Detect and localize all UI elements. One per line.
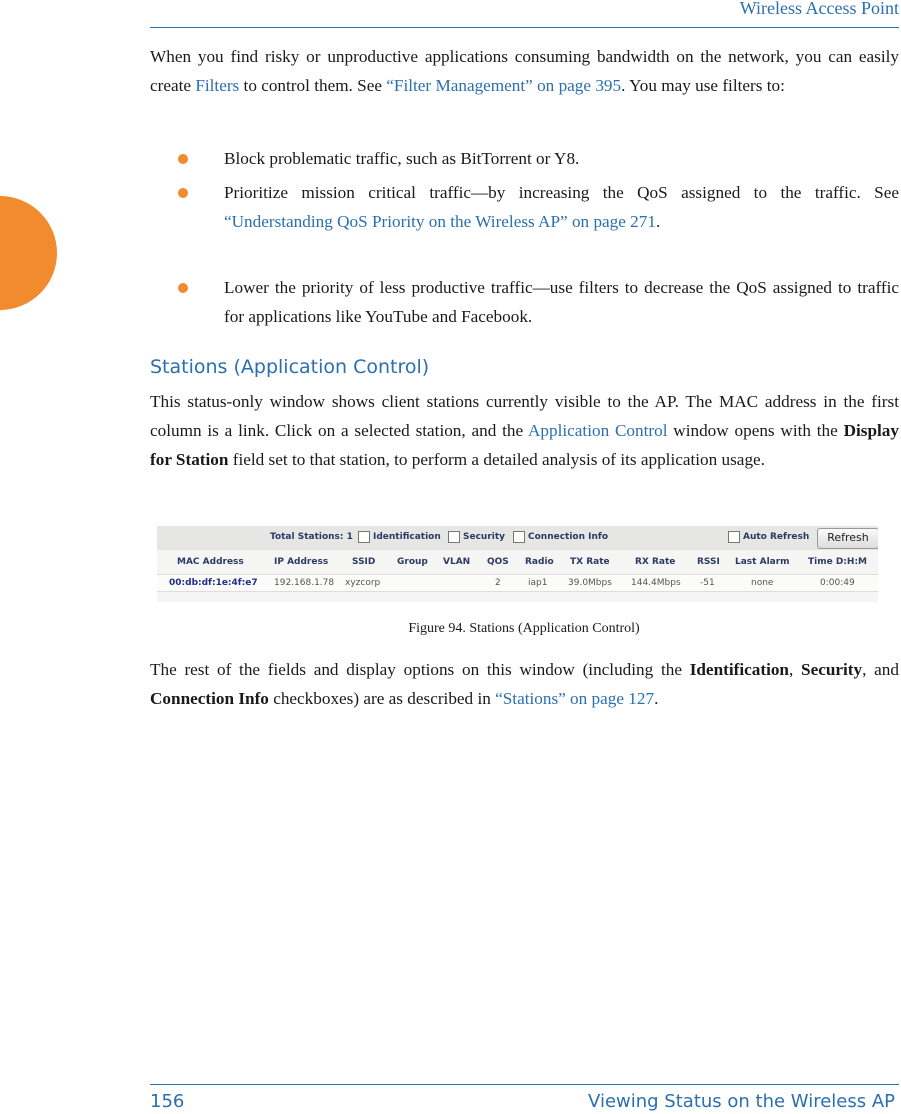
application-control-link[interactable]: Application Control	[528, 421, 668, 440]
bullet-icon	[178, 283, 188, 293]
section-paragraph	[150, 387, 899, 474]
footer-rule	[150, 1084, 899, 1085]
identification-term: Identification	[689, 660, 789, 679]
bullet-icon	[178, 188, 188, 198]
col-ssid[interactable]: SSID	[352, 557, 376, 567]
filters-link[interactable]: Filters	[195, 76, 240, 95]
stations-figure	[157, 526, 878, 602]
section-text-1: This status-only window shows client stations currently visible to the AP. The MAC address in the first column is a link. Click on a selected station, and the	[150, 392, 899, 440]
cell-ssid: xyzcorp	[345, 578, 381, 588]
col-mac-address[interactable]: MAC Address	[177, 557, 244, 567]
cell-last-alarm: none	[751, 578, 774, 588]
cell-time: 0:00:49	[820, 578, 855, 588]
cell-rx-rate: 144.4Mbps	[631, 578, 681, 588]
bullet-text	[224, 178, 899, 236]
bullet-text: Block problematic traffic, such as BitTorrent or Y8.	[224, 149, 580, 168]
closing-text-1: The rest of the fields and display options on this window (including the	[150, 660, 690, 679]
chapter-tab-marker	[0, 196, 57, 310]
col-qos[interactable]: QOS	[487, 557, 509, 567]
col-tx-rate[interactable]: TX Rate	[570, 557, 610, 567]
intro-text-1: When you find risky or unproductive applications consuming bandwidth on the network, you can easily create	[150, 47, 899, 95]
filter-management-link[interactable]: “Filter Management” on page 395	[386, 76, 622, 95]
table-row	[157, 574, 878, 592]
bullet-text-part: .	[655, 212, 661, 231]
section-text-3: field set to that station, to perform a detailed analysis of its application usage.	[228, 450, 765, 469]
connection-info-label: Connection Info	[528, 532, 609, 542]
table-header	[157, 554, 878, 570]
qos-priority-link[interactable]: “Understanding QoS Priority on the Wireless AP” on page 271	[224, 212, 656, 231]
col-group[interactable]: Group	[397, 557, 428, 567]
connection-info-checkbox[interactable]	[513, 531, 525, 543]
col-rx-rate[interactable]: RX Rate	[635, 557, 676, 567]
col-last-alarm[interactable]: Last Alarm	[735, 557, 790, 567]
running-header: Wireless Access Point	[739, 0, 899, 18]
section-text-2: window opens with the	[667, 421, 844, 440]
cell-rssi: -51	[700, 578, 715, 588]
cell-tx-rate: 39.0Mbps	[568, 578, 612, 588]
header-rule	[150, 27, 899, 28]
closing-text-5: .	[654, 689, 659, 708]
closing-paragraph	[150, 655, 899, 713]
bullet-text: Lower the priority of less productive traffic—use filters to decrease the QoS assigned to traffic for applications like YouTube and Facebook.	[224, 278, 899, 326]
running-footer: Viewing Status on the Wireless AP	[588, 1091, 895, 1112]
cell-qos: 2	[495, 578, 501, 588]
figure-caption: Figure 94. Stations (Application Control)	[408, 621, 640, 636]
closing-text-3: , and	[862, 660, 899, 679]
identification-label: Identification	[373, 532, 441, 542]
auto-refresh-checkbox[interactable]	[728, 531, 740, 543]
station-mac-link[interactable]: 00:db:df:1e:4f:e7	[169, 578, 258, 588]
col-time[interactable]: Time D:H:M	[808, 557, 867, 567]
page-number: 156	[150, 1091, 185, 1112]
col-radio[interactable]: Radio	[525, 557, 554, 567]
bullet-icon	[178, 154, 188, 164]
cell-ip: 192.168.1.78	[274, 578, 335, 588]
figure-toolbar	[157, 526, 878, 550]
total-stations-label: Total Stations: 1	[270, 532, 353, 542]
bullet-text-part: Prioritize mission critical traffic—by increasing the QoS assigned to the traffic. See	[224, 183, 899, 202]
auto-refresh-label: Auto Refresh	[743, 532, 810, 542]
intro-paragraph	[150, 42, 899, 100]
security-term: Security	[801, 660, 863, 679]
stations-link[interactable]: “Stations” on page 127	[495, 689, 655, 708]
connection-info-term: Connection Info	[150, 689, 269, 708]
section-heading: Stations (Application Control)	[150, 356, 430, 378]
col-ip-address[interactable]: IP Address	[274, 557, 329, 567]
intro-text-3: . You may use filters to:	[621, 76, 785, 95]
col-vlan[interactable]: VLAN	[443, 557, 471, 567]
display-for-station-label: Display for Station	[150, 421, 899, 469]
cell-radio: iap1	[528, 578, 548, 588]
closing-text-4: checkboxes) are as described in	[268, 689, 496, 708]
identification-checkbox[interactable]	[358, 531, 370, 543]
security-label: Security	[463, 532, 506, 542]
closing-text-2: ,	[789, 660, 802, 679]
col-rssi[interactable]: RSSI	[697, 557, 720, 567]
refresh-button[interactable]: Refresh	[817, 528, 878, 549]
intro-text-2: to control them. See	[239, 76, 387, 95]
security-checkbox[interactable]	[448, 531, 460, 543]
